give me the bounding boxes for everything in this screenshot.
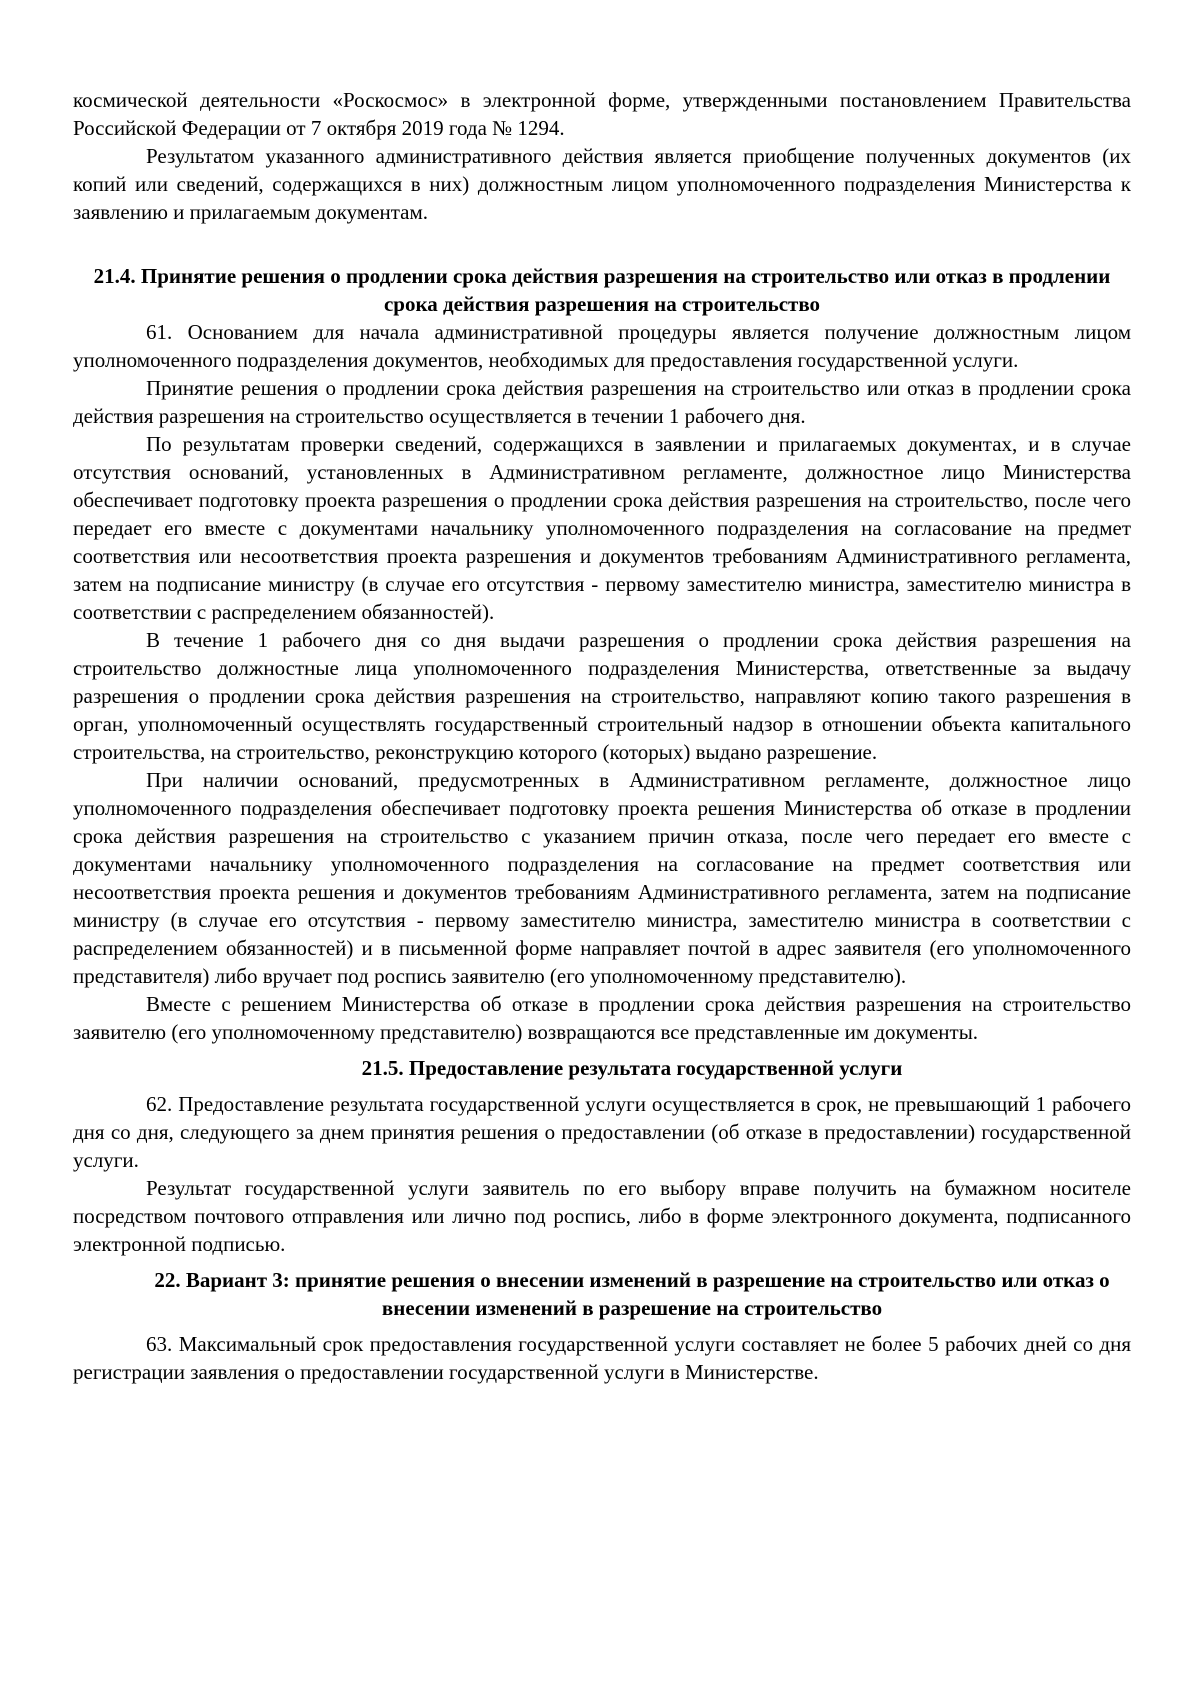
spacer bbox=[73, 1322, 1131, 1330]
paragraph-61-refusal: При наличии оснований, предусмотренных в Административном регламенте, должностное лицо уполномоченного подразделения обеспечивает подготовку проекта решения Министерства об отказе в продлении срока действия разрешения на строительство с указанием причин отказа, после чего передает его вместе с документами начальнику уполномоченного подразделения на согласование на предмет соответствия или несоответствия проекта решения и документов требованиям Административного регламента, затем на подписание министру (в случае его отсутствия - первому заместителю министра, заместителю министра в соответствии с распределением обязанностей) и в письменной форме направляет почтой в адрес заявителя (его уполномоченного представителя) либо вручает под роспись заявителю (его уполномоченному представителю). bbox=[73, 768, 1131, 988]
paragraph-62-result: Результат государственной услуги заявитель по его выбору вправе получить на бумажном носителе посредством почтового отправления или лично под роспись, либо в форме электронного документа, подписанного электронной подписью. bbox=[73, 1176, 1131, 1256]
spacer bbox=[73, 226, 1131, 262]
paragraph-61: 61. Основанием для начала административной процедуры является получение должностным лицом уполномоченного подразделения документов, необходимых для предоставления государственной услуги. bbox=[73, 320, 1131, 372]
spacer bbox=[73, 1258, 1131, 1266]
document-page bbox=[73, 86, 1131, 1386]
paragraph-62: 62. Предоставление результата государственной услуги осуществляется в срок, не превышающий 1 рабочего дня со дня, следующего за днем принятия решения о предоставлении (об отказе в предоставлении) государственной услуги. bbox=[73, 1092, 1131, 1172]
section-heading-21-4: 21.4. Принятие решения о продлении срока действия разрешения на строительство или отказ в продлении срока действия разрешения на строительство bbox=[93, 264, 1111, 316]
paragraph-61-copy: В течение 1 рабочего дня со дня выдачи разрешения о продлении срока действия разрешения на строительство должностные лица уполномоченного подразделения Министерства, ответственные за выдачу разрешения о продлении срока действия разрешения на строительство, направляют копию такого разрешения в орган, уполномоченный осуществлять государственный строительный надзор в отношении объекта капитального строительства, на строительство, реконструкцию которого (которых) выдано разрешение. bbox=[73, 628, 1131, 764]
spacer bbox=[73, 1046, 1131, 1054]
paragraph-result: Результатом указанного административного действия является приобщение полученных документов (их копий или сведений, содержащихся в них) должностным лицом уполномоченного подразделения Министерства к заявлению и прилагаемым документам. bbox=[73, 144, 1131, 224]
section-heading-21-5: 21.5. Предоставление результата государственной услуги bbox=[361, 1056, 903, 1080]
paragraph-61-return: Вместе с решением Министерства об отказе в продлении срока действия разрешения на строительство заявителю (его уполномоченному представителю) возвращаются все представленные им документы. bbox=[73, 992, 1131, 1044]
section-heading-22: 22. Вариант 3: принятие решения о внесении изменений в разрешение на строительство или отказ о внесении изменений в разрешение на строительство bbox=[154, 1268, 1110, 1320]
spacer bbox=[73, 1082, 1131, 1090]
paragraph-continuation: космической деятельности «Роскосмос» в электронной форме, утвержденными постановлением Правительства Российской Федерации от 7 октября 2019 года № 1294. bbox=[73, 88, 1131, 140]
paragraph-63: 63. Максимальный срок предоставления государственной услуги составляет не более 5 рабочих дней со дня регистрации заявления о предоставлении государственной услуги в Министерстве. bbox=[73, 1332, 1131, 1384]
paragraph-61-check: По результатам проверки сведений, содержащихся в заявлении и прилагаемых документах, и в случае отсутствия оснований, установленных в Административном регламенте, должностное лицо Министерства обеспечивает подготовку проекта разрешения о продлении срока действия разрешения на строительство, после чего передает его вместе с документами начальнику уполномоченного подразделения на согласование на предмет соответствия или несоответствия проекта разрешения и документов требованиям Административного регламента, затем на подписание министру (в случае его отсутствия - первому заместителю министра, заместителю министра в соответствии с распределением обязанностей). bbox=[73, 432, 1131, 624]
paragraph-61-term: Принятие решения о продлении срока действия разрешения на строительство или отказ в продлении срока действия разрешения на строительство осуществляется в течении 1 рабочего дня. bbox=[73, 376, 1131, 428]
